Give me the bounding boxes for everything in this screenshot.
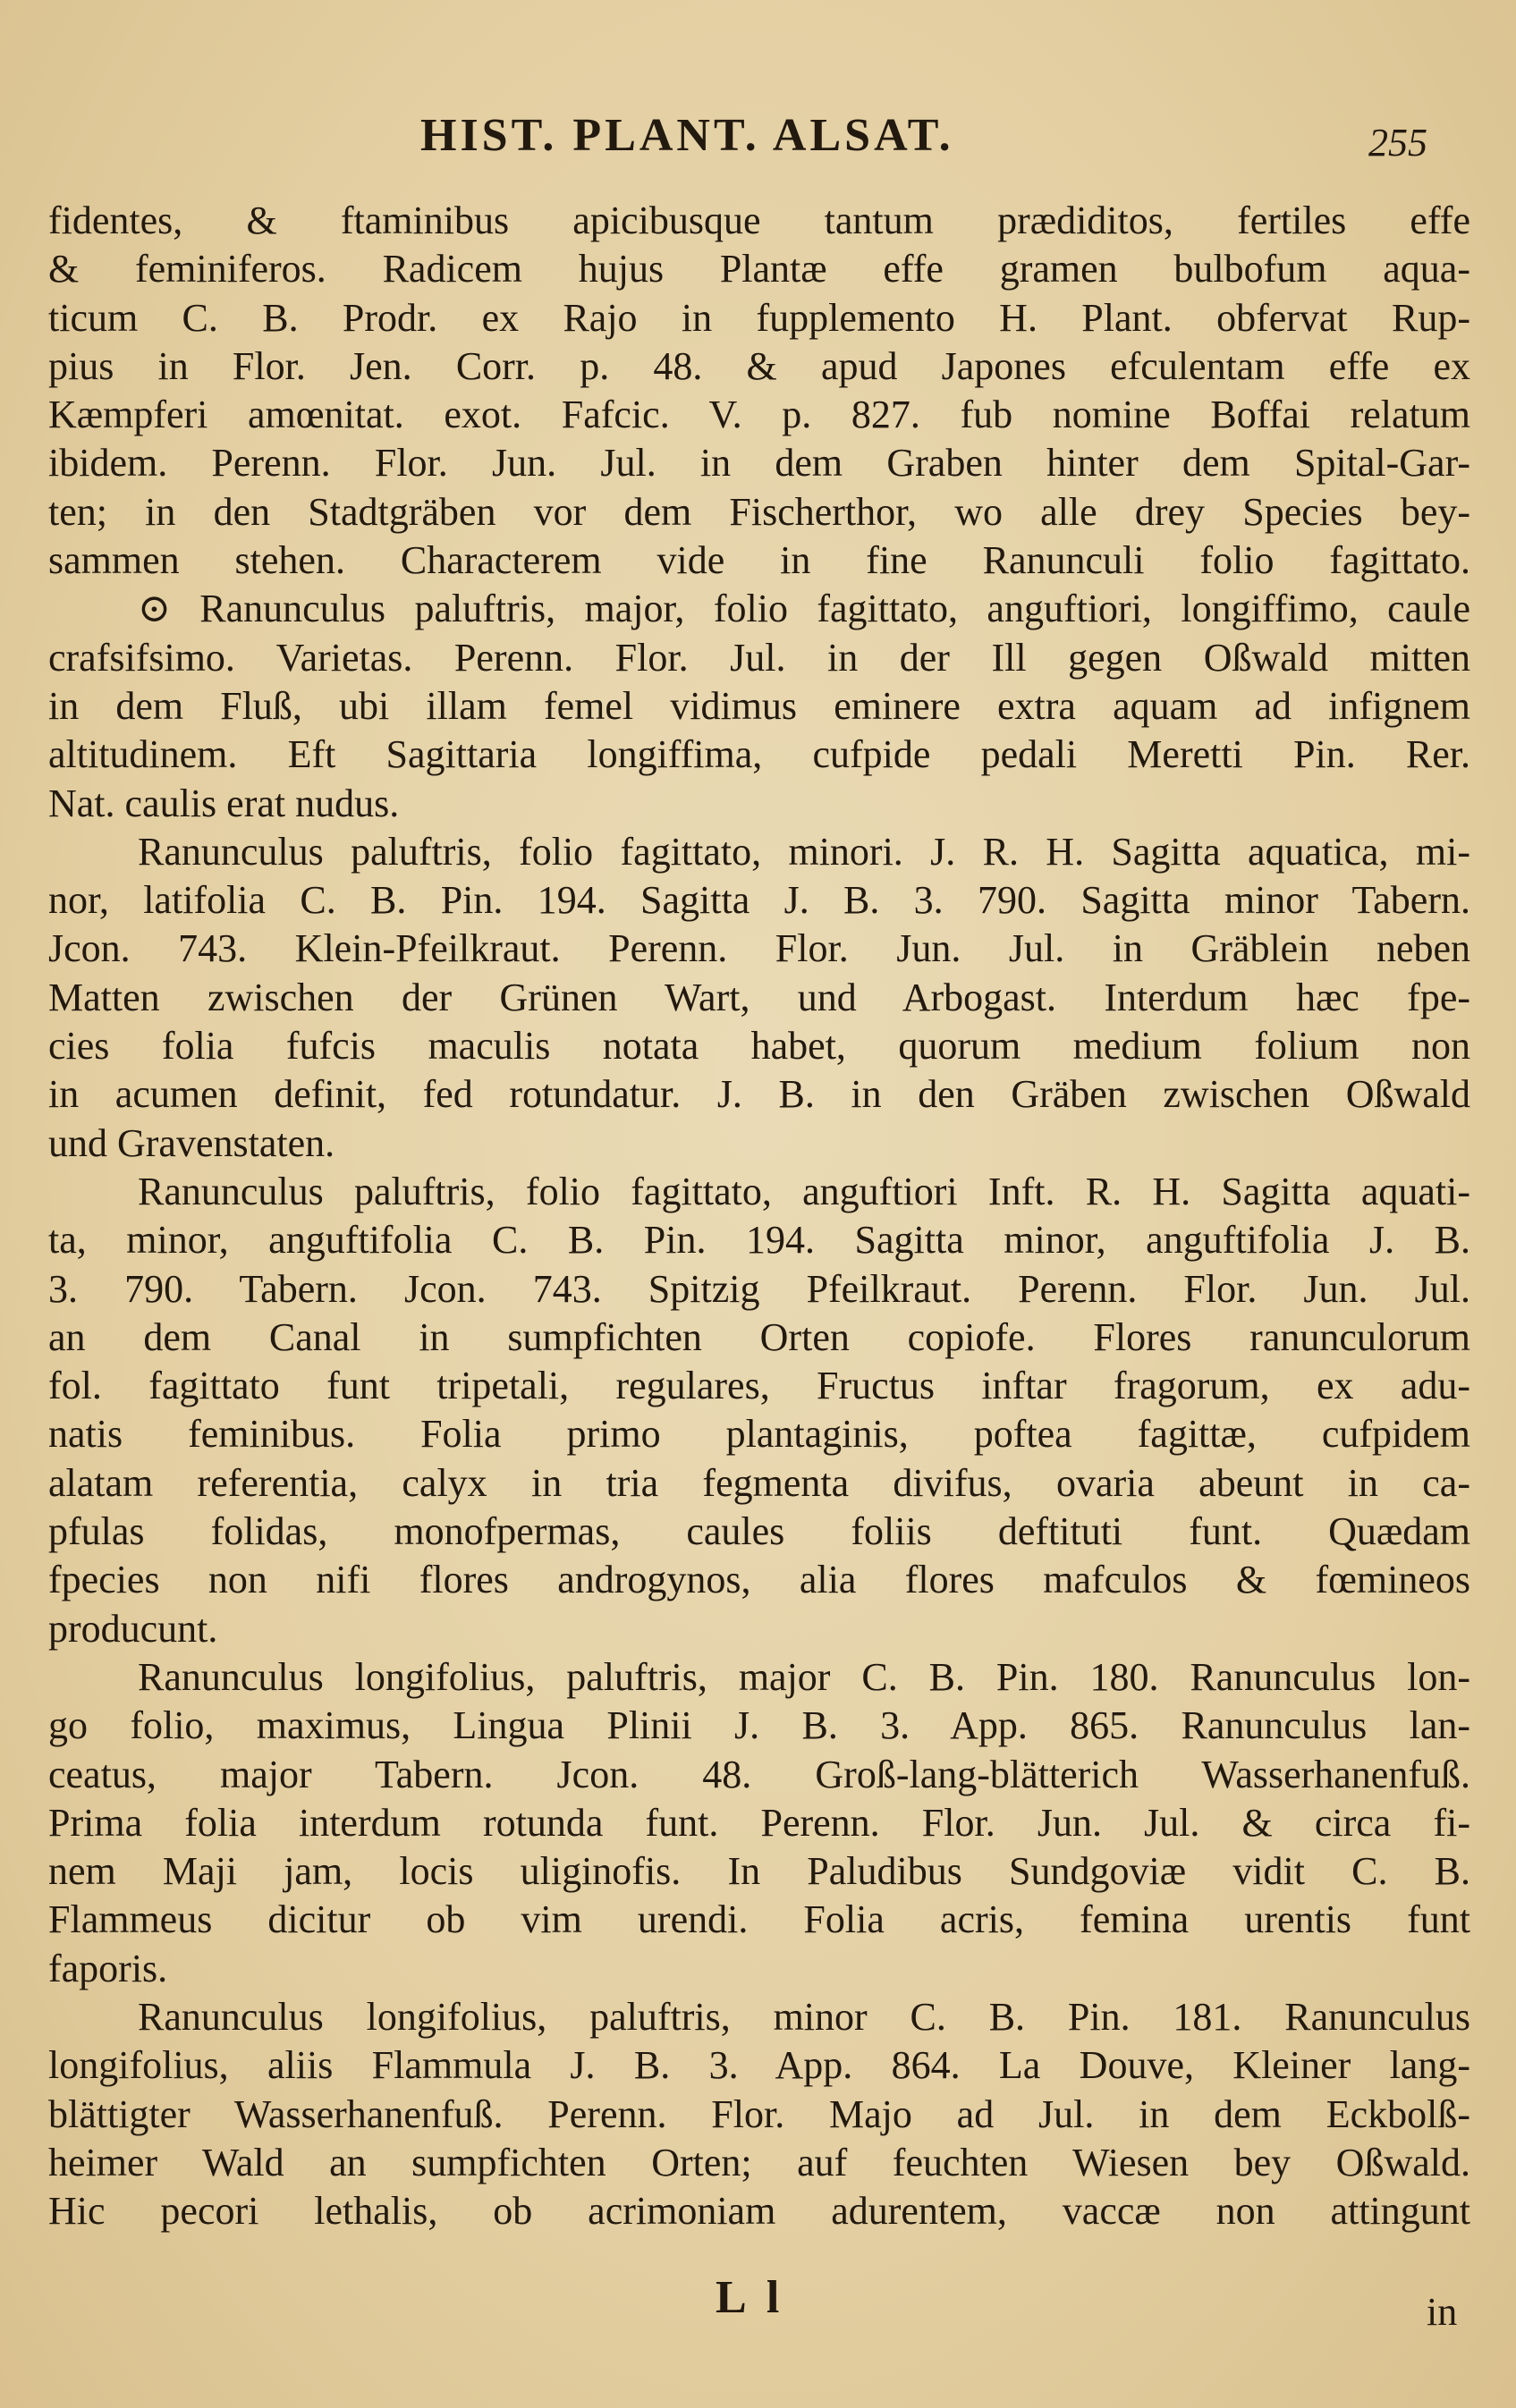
body-text [48, 197, 1470, 2285]
text-line: und Gravenstaten. [48, 1120, 335, 1165]
text-line: Flammeus dicitur ob vim urendi. Folia acris, femina urentis funt [48, 1897, 1470, 1942]
text-line: & feminiferos. Radicem hujus Plantæ effe gramen bulbofum aqua- [48, 247, 1470, 291]
page-number: 255 [1368, 121, 1427, 165]
text-line: Ranunculus longifolius, paluftris, major C. B. Pin. 180. Ranunculus lon- [138, 1654, 1470, 1699]
text-line: ta, minor, anguftifolia C. B. Pin. 194. Sagitta minor, anguftifolia J. B. [48, 1218, 1470, 1263]
text-line: fidentes, & ftaminibus apicibusque tantum prædiditos, fertiles effe [48, 199, 1470, 242]
text-line: blättigter Wasserhanenfuß. Perenn. Flor. Majo ad Jul. in dem Eckbolß- [48, 2091, 1470, 2136]
text-line: heimer Wald an sumpfichten Orten; auf feuchten Wiesen bey Oßwald. [48, 2140, 1470, 2184]
text-line: cies folia fufcis maculis notata habet, quorum medium folium non [48, 1024, 1470, 1069]
text-line: nem Maji jam, locis uliginofis. In Paludibus Sundgoviæ vidit C. B. [48, 1849, 1470, 1894]
text-line: go folio, maximus, Lingua Plinii J. B. 3. App. 865. Ranunculus lan- [48, 1703, 1470, 1748]
catchword: in [1427, 2290, 1458, 2334]
page-header [0, 109, 1516, 172]
text-line: natis feminibus. Folia primo plantaginis, poftea fagittæ, cufpidem [48, 1412, 1470, 1457]
text-line: fol. fagittato funt tripetali, regulares, Fructus inftar fragorum, ex adu- [48, 1364, 1470, 1408]
text-line: Nat. caulis erat nudus. [48, 781, 400, 825]
text-line: nor, latifolia C. B. Pin. 194. Sagitta J. B. 3. 790. Sagitta minor Tabern. [48, 878, 1470, 923]
text-line: ten; in den Stadtgräben vor dem Fischerthor, wo alle drey Species bey- [48, 489, 1470, 534]
text-line: faporis. [48, 1946, 168, 1990]
text-line: altitudinem. Eft Sagittaria longiffima, cufpide pedali Meretti Pin. Rer. [48, 732, 1470, 777]
signature-mark: L l [716, 2272, 785, 2323]
text-line: Prima folia interdum rotunda funt. Perenn. Flor. Jun. Jul. & circa fi- [48, 1800, 1470, 1845]
text-line: sammen stehen. Characterem vide in fine Ranunculi folio fagittato. [48, 538, 1470, 583]
text-line: Ranunculus paluftris, folio fagittato, anguftiori Inft. R. H. Sagitta aquati- [138, 1169, 1470, 1213]
text-line: Ranunculus longifolius, paluftris, minor C. B. Pin. 181. Ranunculus [138, 1994, 1470, 2039]
text-line: Ranunculus paluftris, folio fagittato, minori. J. R. H. Sagitta aquatica, mi- [138, 829, 1470, 874]
text-line: alatam referentia, calyx in tria fegmenta divifus, ovaria abeunt in ca- [48, 1460, 1470, 1505]
text-line: crafsifsimo. Varietas. Perenn. Flor. Jul. in der Ill gegen Oßwald mitten [48, 635, 1470, 680]
text-line: producunt. [48, 1606, 218, 1651]
text-line: in acumen definit, fed rotundatur. J. B. in den Gräben zwischen Oßwald [48, 1072, 1470, 1117]
text-line: ⊙ Ranunculus paluftris, major, folio fagittato, anguftiori, longiffimo, caule [138, 587, 1470, 631]
page-footer [0, 2271, 1516, 2334]
text-line: longifolius, aliis Flammula J. B. 3. App. 864. La Douve, Kleiner lang- [48, 2043, 1470, 2088]
text-line: ceatus, major Tabern. Jcon. 48. Groß-lang-blätterich Wasserhanenfuß. [48, 1752, 1470, 1796]
text-line: Matten zwischen der Grünen Wart, und Arbogast. Interdum hæc fpe- [48, 975, 1470, 1019]
text-line: an dem Canal in sumpfichten Orten copiofe. Flores ranunculorum [48, 1314, 1470, 1359]
text-line: pfulas folidas, monofpermas, caules foliis deftituti funt. Quædam [48, 1509, 1470, 1554]
text-line: Kæmpferi amœnitat. exot. Fafcic. V. p. 827. fub nomine Boffai relatum [48, 393, 1470, 437]
text-line: ibidem. Perenn. Flor. Jun. Jul. in dem Graben hinter dem Spital-Gar- [48, 441, 1470, 486]
text-line: fpecies non nifi flores androgynos, alia flores mafculos & fœmineos [48, 1558, 1470, 1602]
text-line: pius in Flor. Jen. Corr. p. 48. & apud Japones efculentam effe ex [48, 343, 1470, 388]
text-line: Jcon. 743. Klein-Pfeilkraut. Perenn. Flor. Jun. Jul. in Gräblein neben [48, 926, 1470, 971]
text-line: 3. 790. Tabern. Jcon. 743. Spitzig Pfeilkraut. Perenn. Flor. Jun. Jul. [48, 1266, 1470, 1311]
text-line: Hic pecori lethalis, ob acrimoniam adurentem, vaccæ non attingunt [48, 2189, 1470, 2234]
text-line: ticum C. B. Prodr. ex Rajo in fupplemento H. Plant. obfervat Rup- [48, 295, 1470, 340]
running-title: HIST. PLANT. ALSAT. [420, 110, 954, 161]
text-line: in dem Fluß, ubi illam femel vidimus eminere extra aquam ad infignem [48, 683, 1470, 728]
